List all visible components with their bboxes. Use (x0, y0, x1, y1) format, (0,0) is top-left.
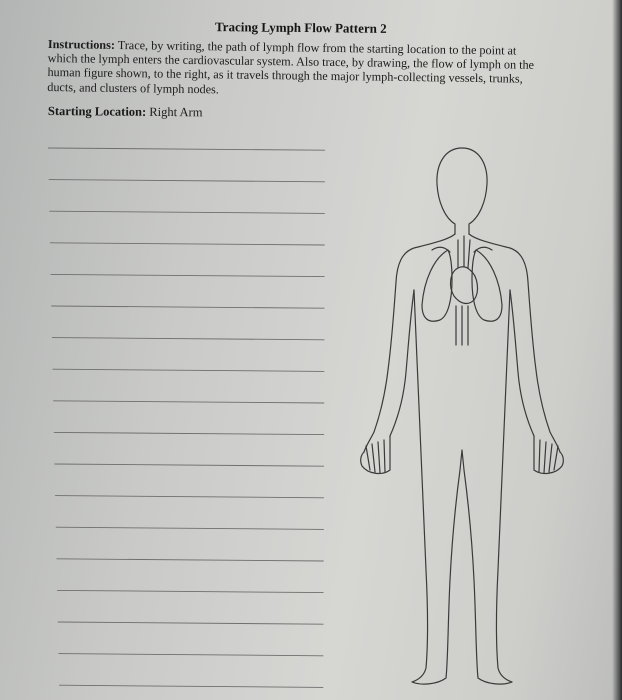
writing-line[interactable] (55, 464, 325, 466)
writing-line[interactable] (51, 274, 325, 276)
human-body-outline-icon (352, 140, 572, 690)
instructions-text: Trace, by writing, the path of lymph flow from the starting location to the point at which the lymph enters the cardiovascular system. Also trace, by drawing, the flow of lymph on the human figure shown, to the right, as it travels through the major lymph-collecting vessels, trunks, ducts, and clusters of lymph nodes. (47, 37, 535, 97)
writing-line[interactable] (59, 685, 323, 687)
writing-line[interactable] (56, 559, 323, 561)
starting-location-value: Right Arm (146, 104, 203, 120)
writing-line[interactable] (53, 369, 325, 371)
right-body-outline (469, 234, 560, 452)
writing-line[interactable] (48, 148, 325, 150)
left-hand (361, 436, 390, 473)
vessels (432, 236, 492, 345)
writing-line[interactable] (50, 243, 325, 245)
writing-line[interactable] (55, 496, 324, 498)
right-lung (472, 250, 502, 321)
writing-line[interactable] (51, 306, 324, 308)
writing-line[interactable] (49, 211, 325, 213)
writing-line[interactable] (53, 401, 324, 403)
writing-line[interactable] (56, 527, 324, 529)
writing-line[interactable] (58, 654, 323, 656)
left-lung (422, 250, 452, 321)
writing-line[interactable] (58, 622, 324, 624)
right-hand (534, 436, 563, 473)
writing-line[interactable] (57, 590, 324, 592)
page-edge-shadow (612, 0, 622, 700)
head-outline (437, 148, 487, 234)
instructions-label: Instructions: (47, 37, 116, 52)
torso-legs-outline (412, 290, 512, 684)
writing-line[interactable] (52, 338, 325, 340)
writing-line[interactable] (54, 432, 324, 434)
writing-line[interactable] (49, 180, 325, 182)
page-title: Tracing Lymph Flow Pattern 2 (214, 19, 387, 36)
left-body-outline (364, 234, 455, 452)
starting-location-label: Starting Location: (47, 104, 147, 119)
